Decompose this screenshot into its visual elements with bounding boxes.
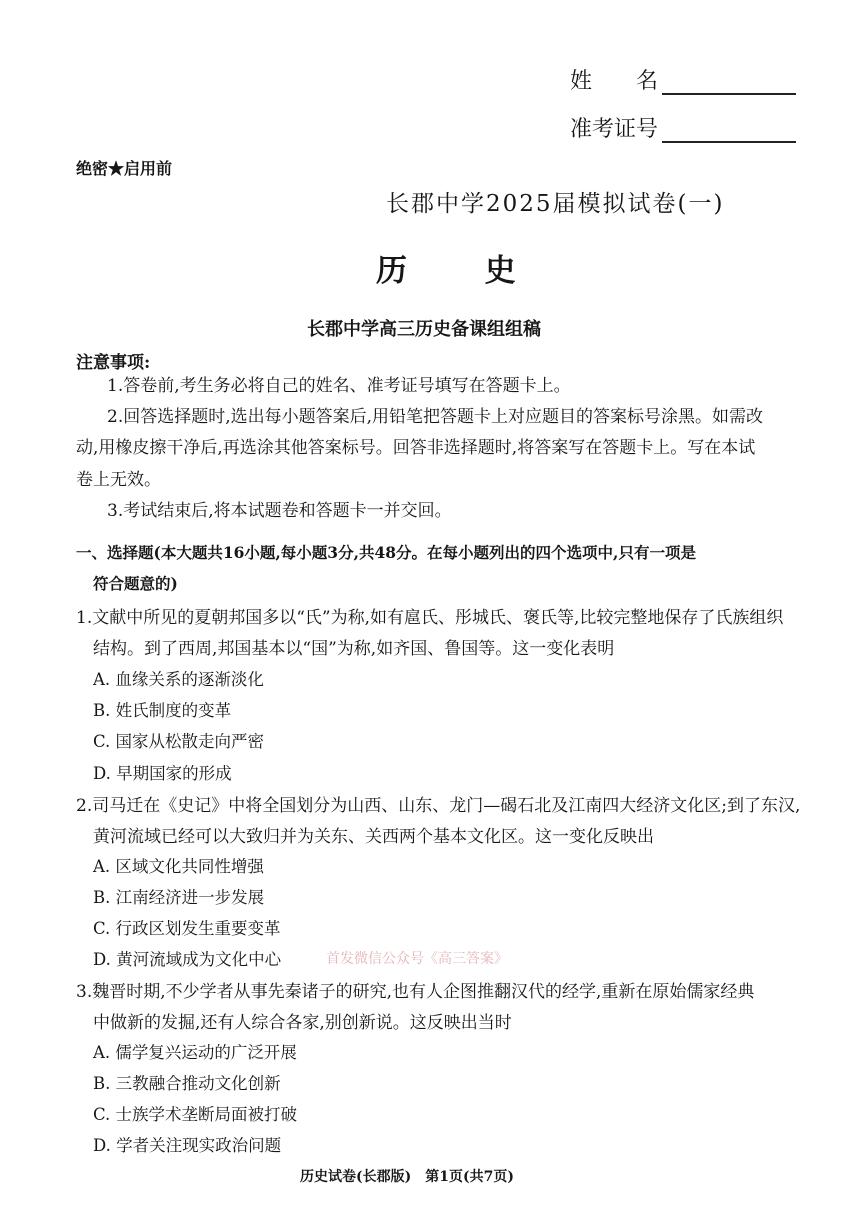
name-blank[interactable] (662, 67, 796, 95)
subject-char-2: 史 (484, 253, 516, 289)
notice-line-4: 卷上无效。 (76, 470, 161, 490)
question-3-stem-line-1: 3.魏晋时期,不少学者从事先秦诸子的研究,也有人企图推翻汉代的经学,重新在原始儒家经典 (76, 982, 755, 1002)
watermark-text: 首发微信公众号《高三答案》 (326, 951, 508, 967)
question-1-stem-line-2: 结构。到了西周,邦国基本以“国”为称,如齐国、鲁国等。这一变化表明 (93, 639, 615, 659)
question-1-stem-line-1: 1.文献中所见的夏朝邦国多以“氏”为称,如有扈氏、彤城氏、褒氏等,比较完整地保存了氏族组织 (76, 608, 784, 628)
authors-line: 长郡中学高三历史备课组组稿 (307, 319, 541, 340)
notice-line-2: 2.回答选择题时,选出每小题答案后,用铅笔把答题卡上对应题目的答案标号涂黑。如需改 (107, 407, 764, 427)
question-1-option-a[interactable]: A. 血缘关系的逐渐淡化 (93, 670, 264, 689)
question-2-stem-line-2: 黄河流域已经可以大致归并为关东、关西两个基本文化区。这一变化反映出 (93, 827, 654, 847)
notice-line-3: 动,用橡皮擦干净后,再选涂其他答案标号。回答非选择题时,将答案写在答题卡上。写在本试 (76, 438, 756, 458)
question-3-option-d[interactable]: D. 学者关注现实政治问题 (93, 1136, 282, 1155)
page-footer: 历史试卷(长郡版) 第1页(共7页) (300, 1169, 514, 1185)
question-1-option-d[interactable]: D. 早期国家的形成 (93, 764, 232, 783)
question-1-option-c[interactable]: C. 国家从松散走向严密 (93, 732, 265, 751)
question-3-option-c[interactable]: C. 士族学术垄断局面被打破 (93, 1105, 298, 1124)
question-2-option-d[interactable]: D. 黄河流域成为文化中心 (93, 950, 282, 969)
question-3-stem-line-2: 中做新的发掘,还有人综合各家,别创新说。这反映出当时 (93, 1013, 512, 1033)
exam-title: 长郡中学2025届模拟试卷(一) (386, 191, 725, 217)
subject-char-1: 历 (376, 253, 407, 289)
question-2-stem-line-1: 2.司马迁在《史记》中将全国划分为山西、山东、龙门—碣石北及江南四大经济文化区;到了东汉, (76, 796, 801, 816)
question-3-option-a[interactable]: A. 儒学复兴运动的广泛开展 (93, 1043, 297, 1062)
name-label: 姓 名 (570, 69, 659, 94)
question-2-option-a[interactable]: A. 区域文化共同性增强 (93, 857, 264, 876)
exam-id-field-row (570, 112, 796, 143)
section-heading-cont: 符合题意的) (93, 574, 178, 593)
exam-id-blank[interactable] (662, 115, 796, 143)
question-2-option-b[interactable]: B. 江南经济进一步发展 (93, 888, 265, 907)
confidential-label: 绝密★启用前 (76, 159, 173, 178)
subject-title (376, 245, 516, 290)
notice-heading: 注意事项: (76, 353, 151, 373)
notice-line-5: 3.考试结束后,将本试题卷和答题卡一并交回。 (107, 501, 452, 521)
question-1-option-b[interactable]: B. 姓氏制度的变革 (93, 701, 232, 720)
section-heading: 一、选择题(本大题共16小题,每小题3分,共48分。在每小题列出的四个选项中,只有一项是 (76, 543, 696, 562)
question-3-option-b[interactable]: B. 三教融合推动文化创新 (93, 1074, 281, 1093)
notice-line-1: 1.答卷前,考生务必将自己的姓名、准考证号填写在答题卡上。 (107, 376, 571, 396)
name-field-row (570, 64, 796, 95)
question-2-option-c[interactable]: C. 行政区划发生重要变革 (93, 919, 281, 938)
exam-id-label: 准考证号 (570, 117, 659, 142)
